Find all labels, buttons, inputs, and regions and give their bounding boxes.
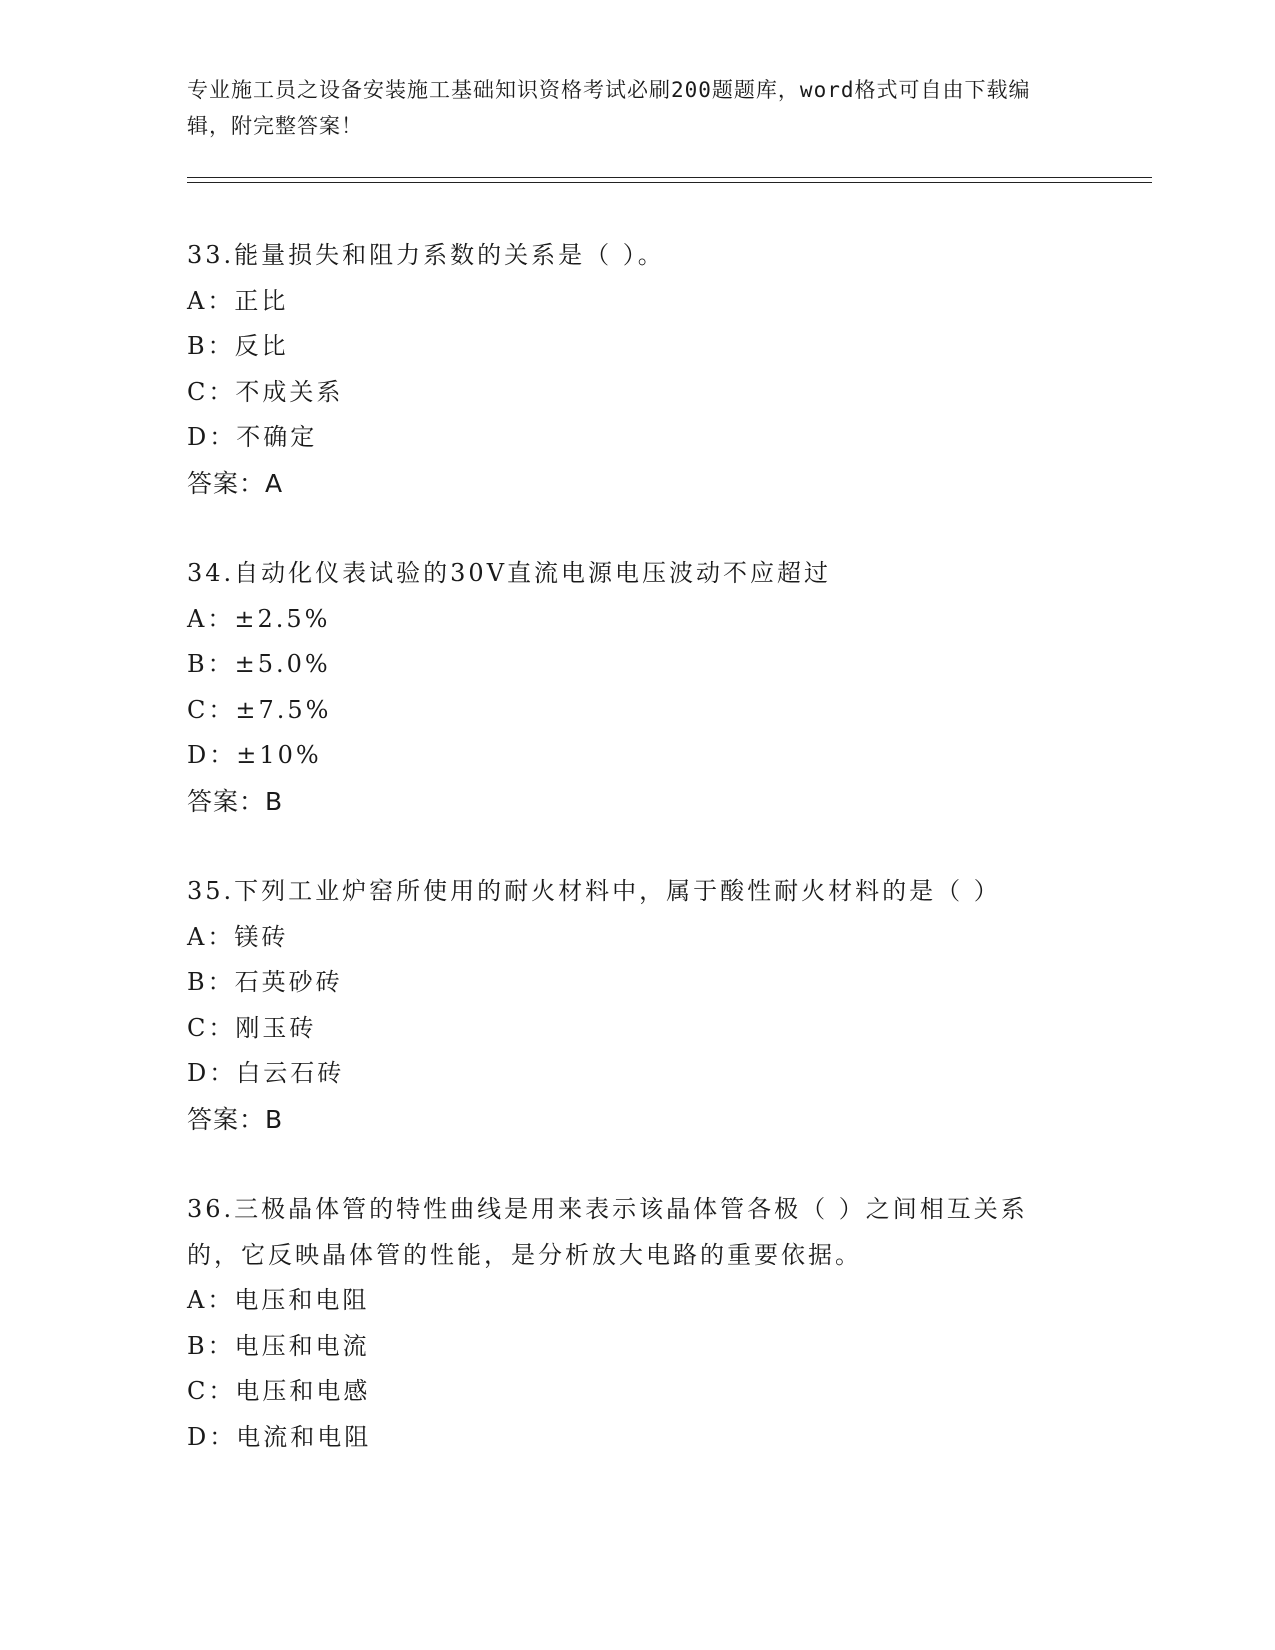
option-a: A：镁砖 bbox=[187, 922, 289, 951]
question-35 bbox=[187, 869, 1087, 1142]
option-c: C：±7.5% bbox=[187, 695, 332, 724]
option-b: B：±5.0% bbox=[187, 650, 331, 678]
option-c: C：电压和电感 bbox=[187, 1377, 371, 1405]
option-c: C：不成关系 bbox=[187, 377, 344, 406]
option-b: B：反比 bbox=[187, 332, 289, 360]
question-stem: 35.下列工业炉窑所使用的耐火材料中，属于酸性耐火材料的是（ ） bbox=[187, 877, 1001, 905]
option-b: B：电压和电流 bbox=[187, 1331, 370, 1360]
question-36 bbox=[187, 1187, 1087, 1460]
option-a: A：正比 bbox=[187, 286, 289, 315]
answer-label: 答案：B bbox=[187, 1104, 284, 1134]
answer-label: 答案：B bbox=[187, 786, 284, 816]
answer-label: 答案：A bbox=[187, 468, 284, 498]
option-a: A：±2.5% bbox=[187, 604, 331, 633]
option-d: D：±10% bbox=[187, 741, 322, 769]
header-divider-bottom bbox=[187, 182, 1152, 183]
option-c: C：刚玉砖 bbox=[187, 1013, 317, 1042]
option-d: D：白云石砖 bbox=[187, 1059, 345, 1087]
option-b: B：石英砂砖 bbox=[187, 968, 343, 996]
option-d: D：电流和电阻 bbox=[187, 1422, 372, 1451]
question-stem: 36.三极晶体管的特性曲线是用来表示该晶体管各极（ ）之间相互关系的，它反映晶体管的性能，是分析放大电路的重要依据。 bbox=[187, 1195, 1028, 1269]
option-d: D：不确定 bbox=[187, 423, 318, 451]
question-stem: 33.能量损失和阻力系数的关系是（ ）。 bbox=[187, 241, 665, 269]
header-divider-top bbox=[187, 177, 1152, 178]
question-33 bbox=[187, 233, 1087, 506]
document-header: 专业施工员之设备安装施工基础知识资格考试必刷200题题库，word格式可自由下载编辑，附完整答案！ bbox=[187, 78, 1031, 138]
option-a: A：电压和电阻 bbox=[187, 1286, 370, 1314]
question-34 bbox=[187, 551, 1087, 824]
question-stem: 34.自动化仪表试验的30V直流电源电压波动不应超过 bbox=[187, 559, 832, 587]
